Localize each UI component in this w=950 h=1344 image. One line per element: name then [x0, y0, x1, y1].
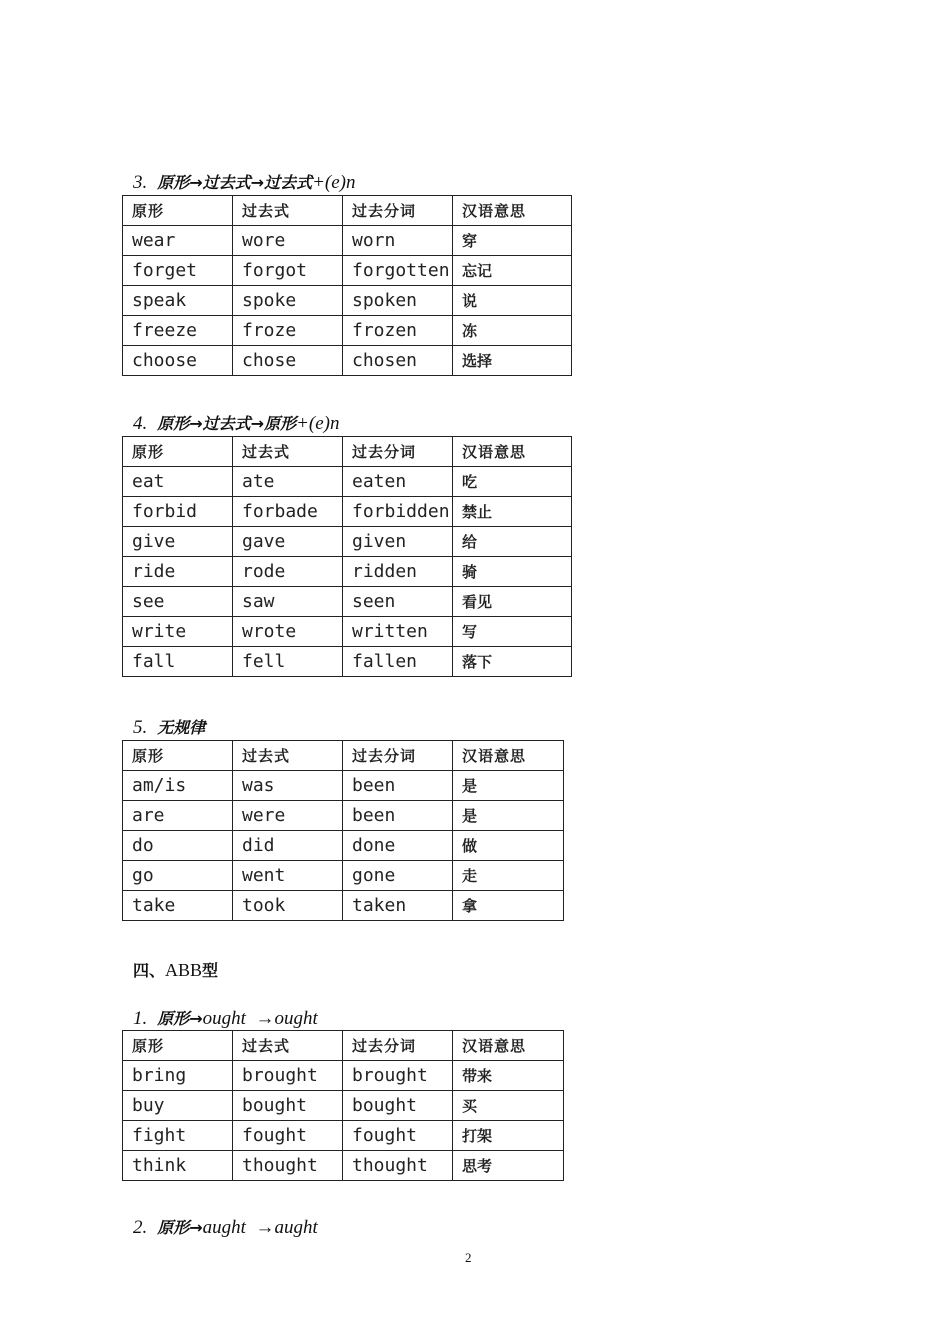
verb-form-cell: taken [343, 891, 453, 921]
verb-form-cell: wrote [233, 617, 343, 647]
verb-form-cell: give [123, 527, 233, 557]
section-title-suffix: ought →ought [202, 1008, 318, 1029]
table-row [123, 1151, 564, 1181]
verb-form-cell: wear [123, 226, 233, 256]
section-heading-aught [133, 1215, 318, 1239]
verb-form-cell: fallen [343, 647, 453, 677]
table-header-row [123, 1031, 564, 1061]
verb-form-cell: worn [343, 226, 453, 256]
chapter-heading-abb [133, 958, 218, 981]
meaning-cell: 是 [453, 771, 564, 801]
table-row [123, 316, 572, 346]
column-header: 过去式 [233, 196, 343, 226]
meaning-cell: 吃 [453, 467, 572, 497]
verb-form-cell: spoke [233, 286, 343, 316]
verb-form-cell: frozen [343, 316, 453, 346]
table-row [123, 831, 564, 861]
verb-form-cell: ride [123, 557, 233, 587]
table-header-row [123, 196, 572, 226]
section-title-suffix: aught →aught [202, 1217, 318, 1238]
verb-form-cell: gave [233, 527, 343, 557]
meaning-cell: 拿 [453, 891, 564, 921]
meaning-cell: 走 [453, 861, 564, 891]
meaning-cell: 做 [453, 831, 564, 861]
meaning-cell: 穿 [453, 226, 572, 256]
verb-form-cell: fell [233, 647, 343, 677]
table-row [123, 891, 564, 921]
verb-table-3 [122, 195, 572, 376]
column-header: 过去式 [233, 741, 343, 771]
verb-form-cell: am/is [123, 771, 233, 801]
verb-form-cell: brought [233, 1061, 343, 1091]
section-title-suffix: +(e)n [296, 413, 340, 434]
verb-form-cell: forbade [233, 497, 343, 527]
meaning-cell: 给 [453, 527, 572, 557]
table-row [123, 1061, 564, 1091]
page-number: 2 [465, 1250, 472, 1265]
section-number: 4. [133, 413, 148, 434]
table-row [123, 801, 564, 831]
verb-form-cell: saw [233, 587, 343, 617]
verb-form-cell: take [123, 891, 233, 921]
meaning-cell: 骑 [453, 557, 572, 587]
verb-form-cell: do [123, 831, 233, 861]
verb-form-cell: went [233, 861, 343, 891]
column-header: 原形 [123, 741, 233, 771]
verb-form-cell: written [343, 617, 453, 647]
verb-form-cell: bought [343, 1091, 453, 1121]
verb-form-cell: given [343, 527, 453, 557]
meaning-cell: 冻 [453, 316, 572, 346]
table-row [123, 647, 572, 677]
verb-form-cell: are [123, 801, 233, 831]
verb-form-cell: seen [343, 587, 453, 617]
table-row [123, 1091, 564, 1121]
verb-form-cell: go [123, 861, 233, 891]
table-row [123, 467, 572, 497]
table-row [123, 527, 572, 557]
verb-form-cell: thought [233, 1151, 343, 1181]
verb-form-cell: brought [343, 1061, 453, 1091]
verb-form-cell: forget [123, 256, 233, 286]
table-header-row [123, 741, 564, 771]
meaning-cell: 看见 [453, 587, 572, 617]
table-row [123, 557, 572, 587]
column-header: 原形 [123, 196, 233, 226]
verb-form-cell: fought [233, 1121, 343, 1151]
chapter-prefix: 四、 [133, 961, 166, 980]
table-row [123, 617, 572, 647]
table-row [123, 771, 564, 801]
column-header: 过去分词 [343, 437, 453, 467]
verb-form-cell: froze [233, 316, 343, 346]
section-heading-4 [133, 411, 340, 435]
verb-form-cell: done [343, 831, 453, 861]
section-heading-5 [133, 715, 205, 739]
meaning-cell: 打架 [453, 1121, 564, 1151]
verb-form-cell: forbidden [343, 497, 453, 527]
meaning-cell: 忘记 [453, 256, 572, 286]
column-header: 汉语意思 [453, 741, 564, 771]
verb-form-cell: forgot [233, 256, 343, 286]
section-title: 原形→ [157, 1009, 203, 1028]
section-number: 5. [133, 717, 148, 738]
verb-form-cell: speak [123, 286, 233, 316]
section-number: 1. [133, 1008, 148, 1029]
verb-form-cell: buy [123, 1091, 233, 1121]
verb-form-cell: been [343, 801, 453, 831]
table-row [123, 497, 572, 527]
section-heading-ought [133, 1006, 318, 1030]
verb-form-cell: think [123, 1151, 233, 1181]
verb-form-cell: eat [123, 467, 233, 497]
verb-form-cell: chosen [343, 346, 453, 376]
verb-form-cell: see [123, 587, 233, 617]
verb-form-cell: ate [233, 467, 343, 497]
verb-form-cell: fall [123, 647, 233, 677]
verb-form-cell: were [233, 801, 343, 831]
column-header: 原形 [123, 437, 233, 467]
meaning-cell: 买 [453, 1091, 564, 1121]
verb-form-cell: did [233, 831, 343, 861]
table-row [123, 226, 572, 256]
verb-form-cell: bring [123, 1061, 233, 1091]
verb-form-cell: wore [233, 226, 343, 256]
section-number: 2. [133, 1217, 148, 1238]
verb-form-cell: write [123, 617, 233, 647]
meaning-cell: 是 [453, 801, 564, 831]
meaning-cell: 思考 [453, 1151, 564, 1181]
column-header: 汉语意思 [453, 437, 572, 467]
table-header-row [123, 437, 572, 467]
section-title: 原形→过去式→原形 [157, 414, 297, 433]
section-title: 无规律 [157, 718, 206, 737]
column-header: 过去分词 [343, 1031, 453, 1061]
verb-form-cell: thought [343, 1151, 453, 1181]
meaning-cell: 说 [453, 286, 572, 316]
column-header: 过去式 [233, 437, 343, 467]
verb-form-cell: freeze [123, 316, 233, 346]
section-title-suffix: +(e)n [312, 172, 356, 193]
column-header: 过去分词 [343, 196, 453, 226]
meaning-cell: 禁止 [453, 497, 572, 527]
verb-form-cell: choose [123, 346, 233, 376]
table-row [123, 861, 564, 891]
verb-form-cell: chose [233, 346, 343, 376]
verb-table-ought [122, 1030, 564, 1181]
section-title: 原形→过去式→过去式 [157, 173, 313, 192]
verb-table-5 [122, 740, 564, 921]
table-row [123, 286, 572, 316]
column-header: 汉语意思 [453, 196, 572, 226]
section-heading-3 [133, 170, 356, 194]
verb-form-cell: eaten [343, 467, 453, 497]
verb-form-cell: forgotten [343, 256, 453, 286]
verb-form-cell: rode [233, 557, 343, 587]
meaning-cell: 带来 [453, 1061, 564, 1091]
column-header: 过去式 [233, 1031, 343, 1061]
verb-table-4 [122, 436, 572, 677]
verb-form-cell: ridden [343, 557, 453, 587]
chapter-suffix: 型 [202, 961, 219, 980]
column-header: 原形 [123, 1031, 233, 1061]
verb-form-cell: took [233, 891, 343, 921]
verb-form-cell: was [233, 771, 343, 801]
meaning-cell: 落下 [453, 647, 572, 677]
verb-form-cell: fought [343, 1121, 453, 1151]
table-row [123, 1121, 564, 1151]
table-row [123, 587, 572, 617]
chapter-latin: ABB [165, 960, 203, 980]
verb-form-cell: gone [343, 861, 453, 891]
meaning-cell: 写 [453, 617, 572, 647]
verb-form-cell: bought [233, 1091, 343, 1121]
section-number: 3. [133, 172, 148, 193]
table-row [123, 346, 572, 376]
section-title: 原形→ [157, 1218, 203, 1237]
verb-form-cell: fight [123, 1121, 233, 1151]
table-row [123, 256, 572, 286]
verb-form-cell: spoken [343, 286, 453, 316]
meaning-cell: 选择 [453, 346, 572, 376]
verb-form-cell: been [343, 771, 453, 801]
column-header: 过去分词 [343, 741, 453, 771]
column-header: 汉语意思 [453, 1031, 564, 1061]
verb-form-cell: forbid [123, 497, 233, 527]
